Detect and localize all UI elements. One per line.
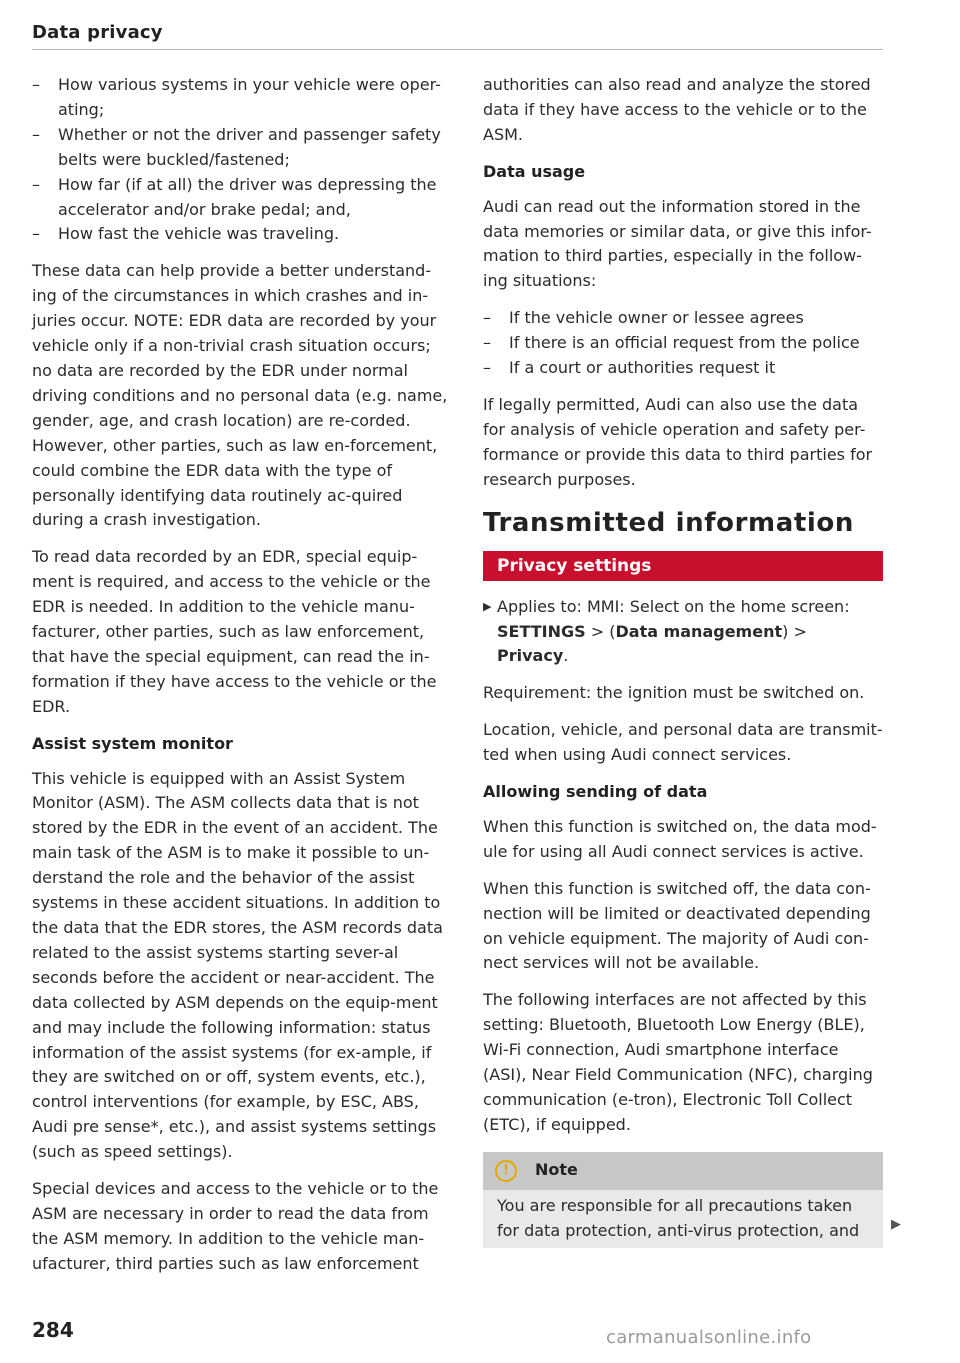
menu-data-management: Data management <box>615 621 783 641</box>
continue-arrow-icon: ▶ <box>891 1217 901 1232</box>
menu-separator: ) > <box>782 621 807 641</box>
switched-on-paragraph: When this function is switched on, the data mod-ule for using all Audi connect services is active. <box>483 816 877 861</box>
list-item: – Whether or not the driver and passenger safety belts were buckled/fastened; <box>32 123 452 173</box>
list-item: – If the vehicle owner or lessee agrees <box>483 306 883 331</box>
triangle-right-icon: ▶ <box>483 599 492 613</box>
usage-bullet-list <box>483 306 883 381</box>
list-item: – How various systems in your vehicle were oper-ating; <box>32 73 452 123</box>
asm-paragraph: This vehicle is equipped with an Assist System Monitor (ASM). The ASM collects data that is not stored by the EDR in the event of an accident. The main task of the ASM is to make it possible to un-derstand the role and the behavior of the assist systems in these accident situations. In addition to the data that the EDR stores, the ASM records data related to the assist systems starting sever-al seconds before the accident or near-accident. The data collected by ASM depends on the equip-ment and may include the following information: status information of the assist systems (for ex-ample, if they are switched on or off, system events, etc.), control interventions (for example, by ESC, ABS, Audi pre sense*, etc.), and assist systems settings (such as speed settings). <box>32 768 443 1162</box>
subsection-title-bar <box>483 551 883 581</box>
right-column <box>483 73 883 1248</box>
list-item: – If a court or authorities request it <box>483 356 883 381</box>
menu-end: . <box>563 646 569 666</box>
note-header <box>483 1152 883 1190</box>
edr-read-paragraph: To read data recorded by an EDR, special equip-ment is required, and access to the vehicle or the EDR is needed. In addition to the vehicle manu-facturer, other parties, such as law enforcement, that have the special equipment, can read the in-formation if they have access to the vehicle or the EDR. <box>32 547 437 716</box>
left-column <box>32 73 452 1289</box>
warning-circle-icon: ! <box>495 1160 517 1182</box>
list-item: – How far (if at all) the driver was depressing the accelerator and/or brake pedal; and, <box>32 173 452 223</box>
edr-note-paragraph: These data can help provide a better understand-ing of the circumstances in which crashes and in-juries occur. NOTE: EDR data are recorded by your vehicle only if a non-trivial crash situation occurs; no data are recorded by the EDR under normal driving conditions and no personal data (e.g. name, gender, age, and crash location) are re-corded. However, other parties, such as law en-forcement, could combine the EDR data with the type of personally identifying data routinely ac-quired during a crash investigation. <box>32 261 448 530</box>
page-header <box>32 22 883 50</box>
menu-settings: SETTINGS <box>497 621 586 641</box>
asm-heading: Assist system monitor <box>32 733 233 753</box>
applies-to-line <box>483 595 883 670</box>
legal-use-paragraph: If legally permitted, Audi can also use the data for analysis of vehicle operation and safety per-formance or provide this data to third parties for research purposes. <box>483 394 873 489</box>
switched-off-paragraph: When this function is switched off, the data con-nection will be limited or deactivated depending on vehicle equipment. The majority of Audi con-nect services will not be available. <box>483 878 871 973</box>
edr-bullet-list <box>32 73 452 247</box>
data-usage-heading: Data usage <box>483 161 586 181</box>
note-title: Note <box>535 1160 578 1180</box>
note-body: You are responsible for all precautions taken for data protection, anti-virus protection, and <box>497 1195 860 1240</box>
section-title: Transmitted information <box>483 507 854 538</box>
applies-prefix: Applies to: MMI: Select on the home screen: <box>497 596 850 616</box>
interfaces-paragraph: The following interfaces are not affected by this setting: Bluetooth, Bluetooth Low Energy (BLE), Wi-Fi connection, Audi smartphone interface (ASI), Near Field Communication (NFC), charging communication (e-tron), Electronic Toll Collect (ETC), if equipped. <box>483 990 873 1134</box>
asm-continued-paragraph: authorities can also read and analyze the stored data if they have access to the vehicle or to the ASM. <box>483 75 871 144</box>
page-header-title: Data privacy <box>32 22 163 43</box>
note-box <box>483 1152 883 1248</box>
data-usage-paragraph: Audi can read out the information stored in the data memories or similar data, or give this infor-mation to third parties, especially in the follow-ing situations: <box>483 196 872 291</box>
transmit-paragraph: Location, vehicle, and personal data are transmit-ted when using Audi connect services. <box>483 720 883 765</box>
page-number: 284 <box>32 1318 74 1342</box>
menu-privacy: Privacy <box>497 646 564 666</box>
asm-access-paragraph: Special devices and access to the vehicle or to the ASM are necessary in order to read the data from the ASM memory. In addition to the vehicle man-ufacturer, third parties such as law enforcement <box>32 1179 439 1273</box>
sending-heading: Allowing sending of data <box>483 782 708 802</box>
list-item: – How fast the vehicle was traveling. <box>32 222 452 247</box>
menu-separator: > ( <box>585 621 616 641</box>
list-item: – If there is an official request from the police <box>483 331 883 356</box>
subsection-title: Privacy settings <box>497 555 652 576</box>
watermark: carmanualsonline.info <box>606 1327 812 1348</box>
requirement-paragraph: Requirement: the ignition must be switched on. <box>483 683 865 703</box>
